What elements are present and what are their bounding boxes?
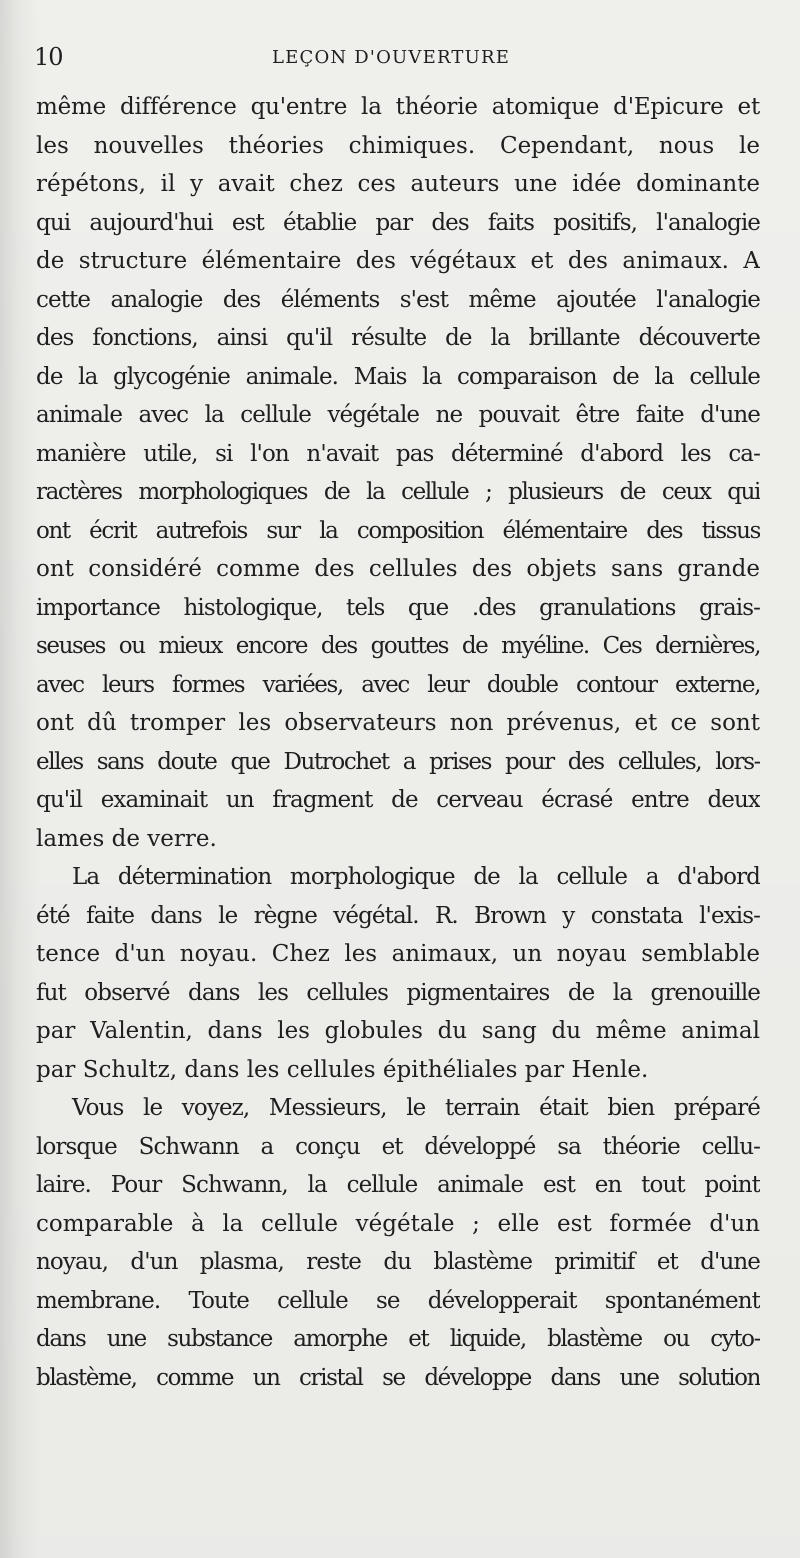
text-line: cette analogie des éléments s'est même ajoutée l'analogie xyxy=(36,286,760,313)
text-line: comparable à la cellule végétale ; elle est formée d'un xyxy=(36,1210,760,1237)
text-line: seuses ou mieux encore des gouttes de myéline. Ces dernières, xyxy=(36,633,760,659)
text-line: membrane. Toute cellule se développerait spontanément xyxy=(36,1287,760,1314)
text-line: de la glycogénie animale. Mais la comparaison de la cellule xyxy=(36,363,760,390)
text-line: les nouvelles théories chimiques. Cependant, nous le xyxy=(36,132,760,159)
text-line: ont considéré comme des cellules des objets sans grande xyxy=(36,556,760,582)
text-line: des fonctions, ainsi qu'il résulte de la brillante découverte xyxy=(36,325,760,351)
text-line: de structure élémentaire des végétaux et des animaux. A xyxy=(36,248,760,274)
text-line: laire. Pour Schwann, la cellule animale est en tout point xyxy=(36,1172,760,1198)
page-header xyxy=(0,42,800,72)
text-line: par Valentin, dans les globules du sang du même animal xyxy=(36,1018,760,1044)
text-line: été faite dans le règne végétal. R. Brown y constata l'exis- xyxy=(36,902,760,929)
text-line: même différence qu'entre la théorie atomique d'Epicure et xyxy=(36,94,760,120)
text-line: répétons, il y avait chez ces auteurs une idée dominante xyxy=(36,171,760,197)
text-line: noyau, d'un plasma, reste du blastème primitif et d'une xyxy=(36,1249,760,1275)
text-line: fut observé dans les cellules pigmentaires de la grenouille xyxy=(36,979,760,1006)
text-line: manière utile, si l'on n'avait pas déterminé d'abord les ca- xyxy=(36,440,760,467)
text-line: Vous le voyez, Messieurs, le terrain était bien préparé xyxy=(72,1095,760,1121)
running-title: LEÇON D'OUVERTURE xyxy=(272,47,511,68)
text-line: qui aujourd'hui est établie par des faits positifs, l'analogie xyxy=(36,209,760,236)
body-text xyxy=(36,88,760,1397)
text-line: blastème, comme un cristal se développe dans une solution xyxy=(36,1364,760,1391)
text-line: ont écrit autrefois sur la composition élémentaire des tissus xyxy=(36,517,760,544)
text-line: lames de verre. xyxy=(36,825,217,852)
text-line: elles sans doute que Dutrochet a prises pour des cellules, lors- xyxy=(36,748,760,775)
page-number: 10 xyxy=(34,43,63,71)
text-line: ont dû tromper les observateurs non prévenus, et ce sont xyxy=(36,710,760,736)
text-line: avec leurs formes variées, avec leur double contour externe, xyxy=(36,671,760,698)
text-line: lorsque Schwann a conçu et développé sa théorie cellu- xyxy=(36,1133,760,1160)
text-line: animale avec la cellule végétale ne pouvait être faite d'une xyxy=(36,402,760,428)
text-line: importance histologique, tels que .des granulations grais- xyxy=(36,594,760,621)
text-line: La détermination morphologique de la cellule a d'abord xyxy=(72,864,760,890)
text-line: ractères morphologiques de la cellule ; plusieurs de ceux qui xyxy=(36,479,760,505)
text-line: tence d'un noyau. Chez les animaux, un noyau semblable xyxy=(36,941,760,967)
text-line: par Schultz, dans les cellules épithéliales par Henle. xyxy=(36,1056,649,1083)
text-line: qu'il examinait un fragment de cerveau écrasé entre deux xyxy=(36,787,760,813)
text-line: dans une substance amorphe et liquide, blastème ou cyto- xyxy=(36,1326,760,1352)
